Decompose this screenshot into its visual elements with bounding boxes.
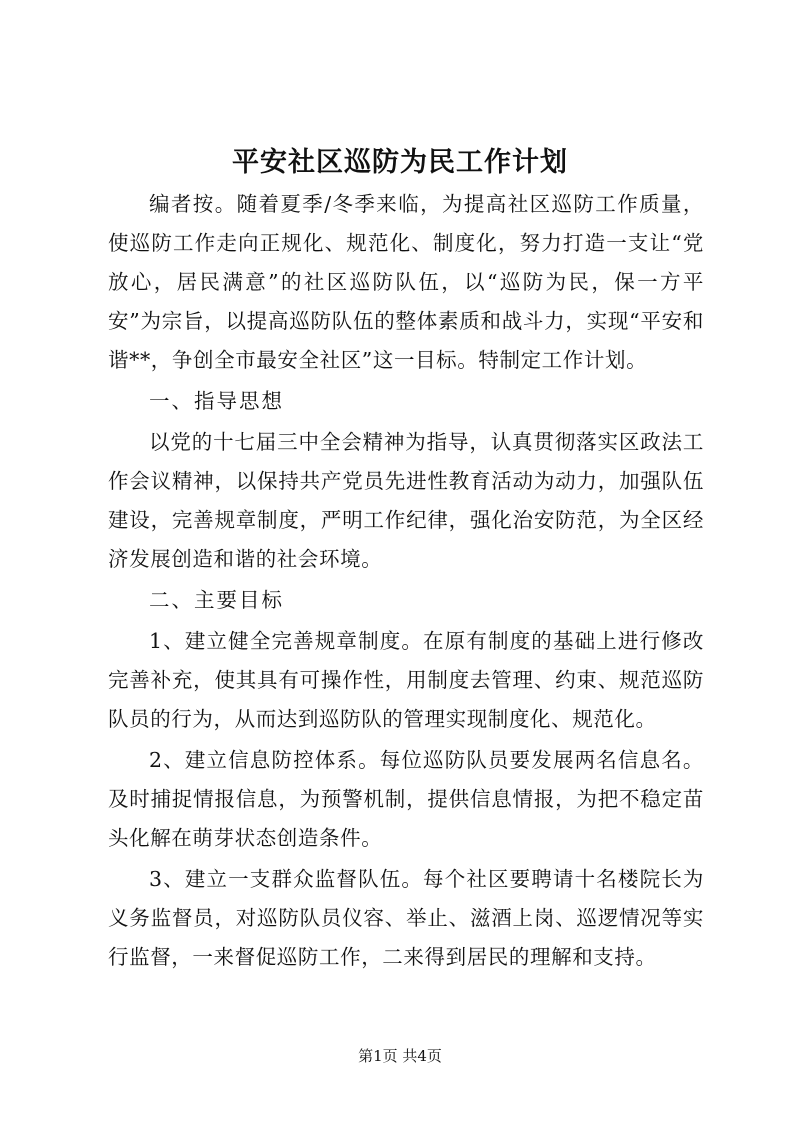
document-title: 平安社区巡防为民工作计划 [232, 147, 568, 178]
goal-item-3: 3、建立一支群众监督队伍。每个社区要聘请十名楼院长为义务监督员，对巡防队员仪容、举止、滋酒上岗、巡逻情况等实行监督，一来督促巡防工作，二来得到居民的理解和支持。 [108, 867, 704, 969]
section-heading-guiding-ideology: 一、指导思想 [149, 389, 284, 413]
goal-item-1: 1、建立健全完善规章制度。在原有制度的基础上进行修改完善补充，使其具有可操作性，用制度去管理、约束、规范巡防队员的行为，从而达到巡防队的管理实现制度化、规范化。 [108, 629, 704, 731]
guiding-ideology-paragraph: 以党的十七届三中全会精神为指导，认真贯彻落实区政法工作会议精神，以保持共产党员先进性教育活动为动力，加强队伍建设，完善规章制度，严明工作纪律，强化治安防范，为全区经济发展创造和谐的社会环境。 [108, 430, 704, 571]
goal-item-2: 2、建立信息防控体系。每位巡防队员要发展两名信息名。及时捕捉情报信息，为预警机制，提供信息情报，为把不稳定苗头化解在萌芽状态创造条件。 [108, 748, 704, 850]
document-body [108, 185, 704, 977]
page-number-footer: 第1页 共4页 [358, 1047, 442, 1065]
editor-note-paragraph: 编者按。随着夏季/冬季来临，为提高社区巡防工作质量，使巡防工作走向正规化、规范化、制度化，努力打造一支让“党放心，居民满意”的社区巡防队伍，以“巡防为民，保一方平安”为宗旨，以提高巡防队伍的整体素质和战斗力，实现“平安和谐**，争创全市最安全社区”这一目标。特制定工作计划。 [108, 192, 704, 372]
section-heading-main-goals: 二、主要目标 [149, 588, 284, 612]
